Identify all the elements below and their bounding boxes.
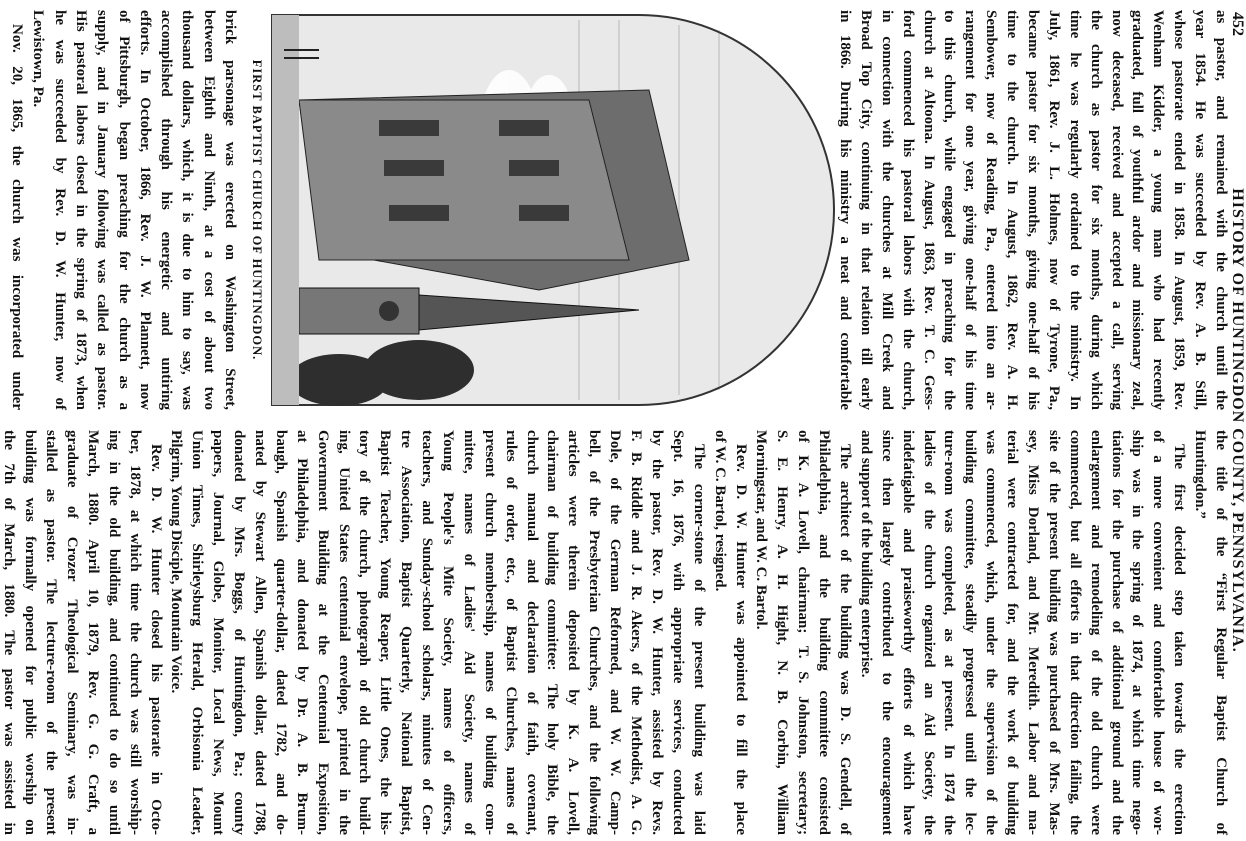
paragraph <box>751 430 855 835</box>
text-line: The first decided step taken towards the erection <box>1171 444 1188 835</box>
text-line: the title of the “First Regular Baptist Church of <box>1213 430 1229 835</box>
text-line: building was formally opened for public worship on <box>22 430 39 835</box>
text-line: tre Association, Baptist Quarterly, National Baptist, <box>398 430 415 835</box>
text-line: building committee, steadily progressed until the lec- <box>962 430 979 835</box>
text-line: present church membership, names of building com- <box>481 430 498 835</box>
text-line: to this church, while engaged in preaching for the <box>941 10 958 410</box>
text-line: became pastor for six months, giving one-half of his <box>1024 10 1041 410</box>
text-line: F. B. Riddle and J. R. Akers, of the Methodist, A. G. <box>628 430 645 835</box>
text-line: by the pastor, Rev. D. W. Hunter, assisted by Revs. <box>648 430 665 835</box>
text-line: of Pittsburgh, began preaching for the church as a <box>115 10 132 410</box>
paragraph <box>709 430 751 835</box>
text-line: ture-room was completed, as at present. In 1874 the <box>941 430 958 835</box>
text-line: Baptist Teacher, Young Reaper, Little Ones, the his- <box>377 430 394 835</box>
text-line: at Philadelphia, and donated by Dr. A. B. Brum- <box>293 430 310 835</box>
paragraph <box>27 10 240 410</box>
text-line: thousand dollars, which, it is due to him to say, was <box>179 10 196 410</box>
text-line: the church as pastor for six months, during which <box>1087 10 1104 410</box>
text-line: the 7th of March, 1880. The pastor was assisted in <box>1 430 18 835</box>
text-line: Broad Top City, continuing in that relation till early <box>857 10 874 410</box>
text-line: graduated, full of youthful ardor and missionary zeal, <box>1129 10 1146 410</box>
text-line: of a more convenient and comfortable house of wor- <box>1150 430 1167 835</box>
page-number: 452 <box>1229 12 1246 36</box>
text-line: sey, Miss Dorland, and Mr. Meredith. Labor and ma- <box>1024 430 1041 835</box>
text-line: Lewistown, Pa. <box>30 10 47 108</box>
text-line: Rev. D. W. Hunter was appointed to fill the place <box>732 444 749 835</box>
text-line: brick parsonage was erected on Washington Street, <box>222 10 238 410</box>
text-line: Dole, of the German Reformed, and W. W. Camp- <box>607 430 624 835</box>
text-line: ladies of the church organized an Aid Society, the <box>920 430 937 835</box>
text-line: and support of the building enterprise. <box>857 430 874 678</box>
text-line: in 1866. During his ministry a neat and comfortable <box>836 10 853 410</box>
text-line: ing, United States centennial envelope, printed in the <box>335 430 352 835</box>
text-line: donated by Mrs. Boggs, of Huntingdon, Pa.; county <box>231 430 248 835</box>
paragraph <box>6 10 27 410</box>
text-line: bell, of the Presbyterian Churches, and the following <box>586 430 603 835</box>
text-line: Young People's Mite Society, names of officers, <box>440 430 457 835</box>
text-line: church at Altoona. In August, 1863, Rev. T. C. Gess- <box>920 10 937 410</box>
text-line: Rev. D. W. Hunter closed his pastorate in Octo- <box>147 444 164 835</box>
text-line: rangement for one year, giving one-half of his time <box>962 10 979 410</box>
text-line: chairman of building committee: The holy Bible, the <box>544 430 561 835</box>
text-line: March, 1880. April 10, 1879, Rev. G. G. Craft, a <box>84 430 101 835</box>
text-line: articles were therein deposited by K. A. Lovell, <box>565 430 582 835</box>
text-line: Sept. 16, 1876, with appropriate services, conducted <box>669 430 686 835</box>
text-line: he was succeeded by Rev. D. W. Hunter, now of <box>51 10 68 410</box>
text-line: Morningstar, and W. C. Bartol. <box>753 430 770 630</box>
text-line: Huntingdon.” <box>1192 430 1209 519</box>
text-line: papers, Journal, Globe, Monitor, Local News, Mount <box>210 430 227 835</box>
paragraph <box>855 430 1189 835</box>
paragraph <box>0 430 166 835</box>
church-engraving <box>267 10 839 410</box>
text-line: efforts. In October, 1866, Rev. J. W. Plannett, now <box>136 10 153 410</box>
text-line: terial were contracted for, and the work of building <box>1004 430 1021 835</box>
text-line: time he was regularly ordained to the ministry. In <box>1066 10 1083 410</box>
text-line: Philadelphia, and the building committee consisted <box>816 430 833 835</box>
text-line: ber, 1878, at which time the church was still worship- <box>126 430 143 835</box>
illustration-caption: FIRST BAPTIST CHURCH OF HUNTINGDON. <box>250 59 264 361</box>
text-line: Government Building at the Centennial Exposition, <box>314 430 331 835</box>
left-column-top <box>834 10 1231 410</box>
text-line: accomplished through his energetic and untiring <box>158 10 175 410</box>
text-line: stalled as pastor. The lecture-room of the present <box>43 430 60 835</box>
text-line: of W. C. Bartol, resigned. <box>711 430 728 592</box>
text-line: between Eighth and Ninth, at a cost of about two <box>200 10 217 410</box>
text-line: as pastor, and remained with the church until the <box>1213 10 1229 410</box>
text-line: now deceased, received and accepted a call, serving <box>1108 10 1125 410</box>
text-line: commenced, but all efforts in that direction failing, the <box>1066 430 1083 835</box>
text-line: teachers, and Sunday-school scholars, minutes of Cen- <box>419 430 436 835</box>
text-line: ship was in the spring of 1874, at which time nego- <box>1129 430 1146 835</box>
text-line: whose pastorate ended in 1858. In August, 1859, Rev. <box>1171 10 1188 410</box>
text-line: time to the church. In August, 1862, Rev. A. H. <box>1004 10 1021 410</box>
text-line: His pastoral labors closed in the spring of 1873, when <box>72 10 89 410</box>
text-line: Pilgrim, Young Disciple, Mountain Voice. <box>168 430 185 694</box>
text-line: was commenced, which, under the supervision of the <box>983 430 1000 835</box>
text-line: church manual and declaration of faith, covenant, <box>523 430 540 835</box>
text-line: Nov. 20, 1865, the church was incorporated under <box>9 24 26 410</box>
text-line: July, 1861, Rev. J. L. Holmes, now of Tyrone, Pa., <box>1045 10 1062 410</box>
text-line: supply, and in January following was called as pastor. <box>94 10 111 410</box>
text-line: graduate of Crozer Theological Seminary, was in- <box>64 430 81 835</box>
text-line: Sembower, now of Reading, Pa., entered into an ar- <box>983 10 1000 410</box>
text-line: tiations for the purchase of additional ground and the <box>1108 430 1125 835</box>
text-line: since then largely contributed to the encouragement <box>878 430 895 835</box>
text-line: Union Times, Shirleysburg Herald, Orbisonia Leader, <box>189 430 206 835</box>
text-line: mittee, names of Ladies' Aid Society, names of <box>460 430 477 835</box>
text-line: baugh, Spanish quarter-dollar, dated 1782, and do- <box>272 430 289 835</box>
text-line: S. E. Henry, A. H. Hight, N. B. Corbin, William <box>774 430 791 835</box>
left-column-bottom <box>6 10 240 410</box>
header-title: HISTORY OF HUNTINGDON COUNTY, PENNSYLVANIA. <box>1229 188 1246 653</box>
text-line: rules of order, etc., of Baptist Churches, names of <box>502 430 519 835</box>
text-line: site of the present building was purchased of Mrs. Mas- <box>1045 430 1062 835</box>
text-line: nated by Stewart Allen, Spanish dollar, dated 1788, <box>252 430 269 835</box>
text-line: in connection with the churches at Mill Creek and <box>878 10 895 410</box>
text-line: year 1854. He was succeeded by Rev. A. B. Still, <box>1192 10 1209 410</box>
text-line: ford commenced his pastoral labors with the church, <box>899 10 916 410</box>
paragraph <box>166 430 709 835</box>
text-line: indefatigable and praiseworthy efforts of which have <box>899 430 916 835</box>
text-line: tory of the church, photograph of old church build- <box>356 430 373 835</box>
paragraph <box>834 10 1231 410</box>
text-line: The architect of the building was D. S. Gendell, of <box>836 444 853 835</box>
paragraph <box>1189 430 1231 835</box>
text-line: Wenham Kidder, a young man who had recently <box>1150 10 1167 410</box>
text-line: of K. A. Lovell, chairman; T. S. Johnston, secretary; <box>795 430 812 835</box>
text-line: ing in the old building, and continued to do so until <box>105 430 122 835</box>
right-column <box>0 430 1231 835</box>
text-line: enlargement and remodeling of the old church were <box>1087 430 1104 835</box>
text-line: The corner-stone of the present building was laid <box>690 444 707 835</box>
